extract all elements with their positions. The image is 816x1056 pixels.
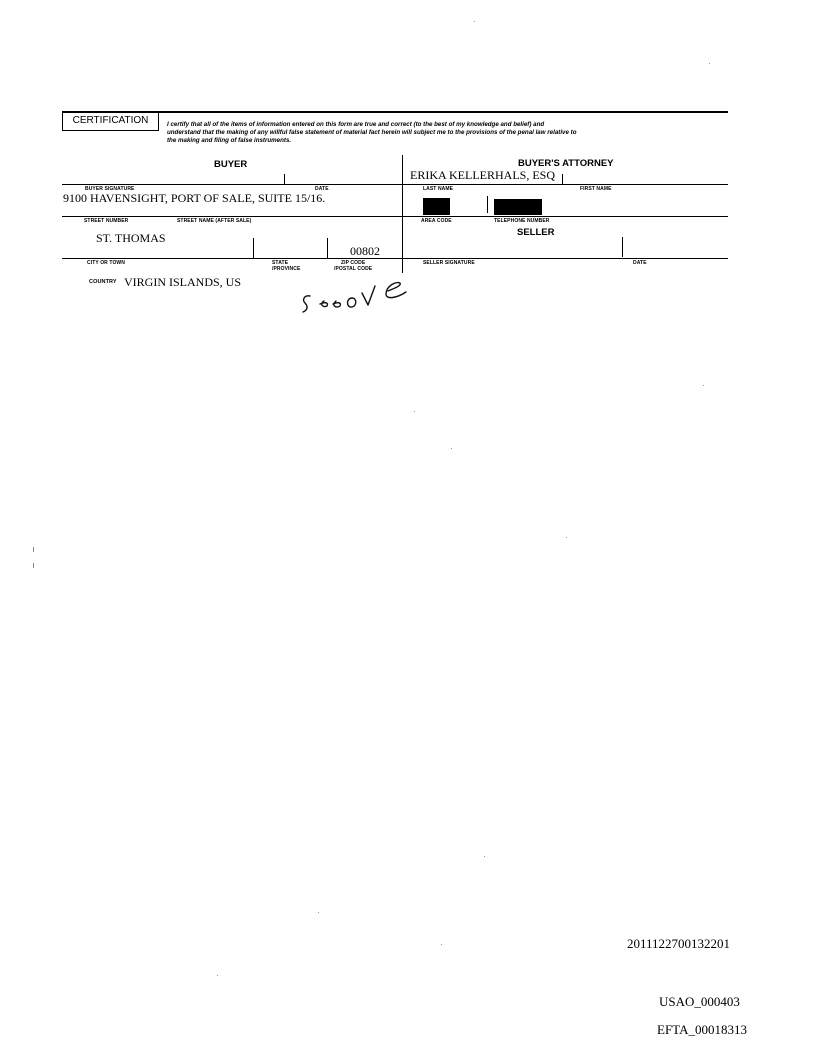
street-number-label: STREET NUMBER	[84, 218, 129, 224]
scan-edge-mark	[33, 563, 34, 568]
seller-heading: SELLER	[517, 227, 555, 238]
buyer-country: VIRGIN ISLANDS, US	[124, 275, 242, 289]
row1-rule	[62, 184, 728, 185]
handwritten-note-svg	[296, 280, 416, 316]
certification-statement-line-1: I certify that all of the items of information entered on this form are true and correct (to the best of my knowledge and belief) and	[167, 121, 545, 128]
bates-number-efta: EFTA_00018313	[657, 1022, 747, 1037]
state-divider-tick	[253, 238, 254, 258]
country-label: COUNTRY	[89, 279, 117, 285]
scan-speck	[318, 912, 319, 913]
zip-label	[334, 260, 372, 272]
zip-divider-tick	[327, 238, 328, 258]
redacted-area-code	[423, 198, 450, 215]
seller-date-label: DATE	[633, 260, 647, 266]
attorney-name: ERIKA KELLERHALS, ESQ	[410, 168, 555, 182]
state-label-line-2: /PROVINCE	[272, 266, 301, 272]
buyer-heading: BUYER	[214, 159, 248, 170]
state-label-line-1: STATE	[272, 260, 289, 266]
redacted-telephone-number	[494, 199, 542, 215]
street-name-label: STREET NAME (AFTER SALE)	[177, 218, 252, 224]
certification-box	[62, 111, 159, 131]
bates-number-usao: USAO_000403	[659, 994, 740, 1009]
buyer-date-tick	[284, 174, 285, 184]
seller-date-tick	[622, 237, 623, 257]
document-number: 2011122700132201	[627, 936, 731, 951]
state-label	[272, 260, 300, 272]
scan-speck	[566, 537, 567, 538]
scan-speck	[441, 944, 442, 945]
certification-top-rule	[62, 111, 728, 113]
attorney-last-name-label: LAST NAME	[423, 186, 454, 192]
handwriting-stroke-s	[303, 296, 310, 312]
city-label: CITY OR TOWN	[87, 260, 125, 266]
scan-speck	[414, 411, 415, 412]
attorney-first-name-label: FIRST NAME	[580, 186, 612, 192]
scan-speck	[217, 975, 218, 976]
buyers-attorney-heading: BUYER'S ATTORNEY	[518, 158, 614, 169]
scan-edge-mark	[33, 547, 34, 552]
seller-signature-label: SELLER SIGNATURE	[423, 260, 475, 266]
handwriting-stroke-e2	[333, 301, 340, 307]
buyer-signature-label: BUYER SIGNATURE	[85, 186, 135, 192]
scan-speck	[484, 856, 485, 857]
scan-speck	[451, 448, 452, 449]
certification-statement-line-3: the making and filing of false instruments.	[167, 137, 292, 144]
handwriting-stroke-e1	[320, 301, 327, 307]
certification-label: CERTIFICATION	[72, 115, 149, 126]
handwriting-stroke-o	[348, 298, 356, 307]
buyer-date-label: DATE	[315, 186, 329, 192]
row3-rule	[62, 258, 728, 259]
handwriting-stroke-e3	[386, 283, 406, 298]
buyer-zip: 00802	[350, 244, 380, 258]
center-divider	[402, 155, 403, 273]
scan-speck	[703, 385, 704, 386]
certification-statement-line-2: understand that the making of any willful false statement of material fact herein will subject me to the provisions of the penal law relative to	[167, 129, 577, 136]
scan-speck	[474, 21, 475, 22]
row2-rule	[62, 216, 728, 217]
attorney-telephone-label: TELEPHONE NUMBER	[494, 218, 550, 224]
zip-label-line-2: /POSTAL CODE	[334, 266, 373, 272]
handwriting-stroke-v	[362, 286, 375, 305]
attorney-area-code-label: AREA CODE	[421, 218, 452, 224]
certification-statement	[167, 121, 737, 145]
buyer-city: ST. THOMAS	[96, 231, 166, 245]
scan-speck	[709, 63, 710, 64]
phone-divider-tick	[487, 196, 488, 213]
buyer-street-address: 9100 HAVENSIGHT, PORT OF SALE, SUITE 15/16.	[63, 191, 326, 205]
zip-label-line-1: ZIP CODE	[340, 260, 366, 266]
handwritten-note	[296, 280, 416, 316]
attorney-name-tick	[562, 174, 563, 184]
